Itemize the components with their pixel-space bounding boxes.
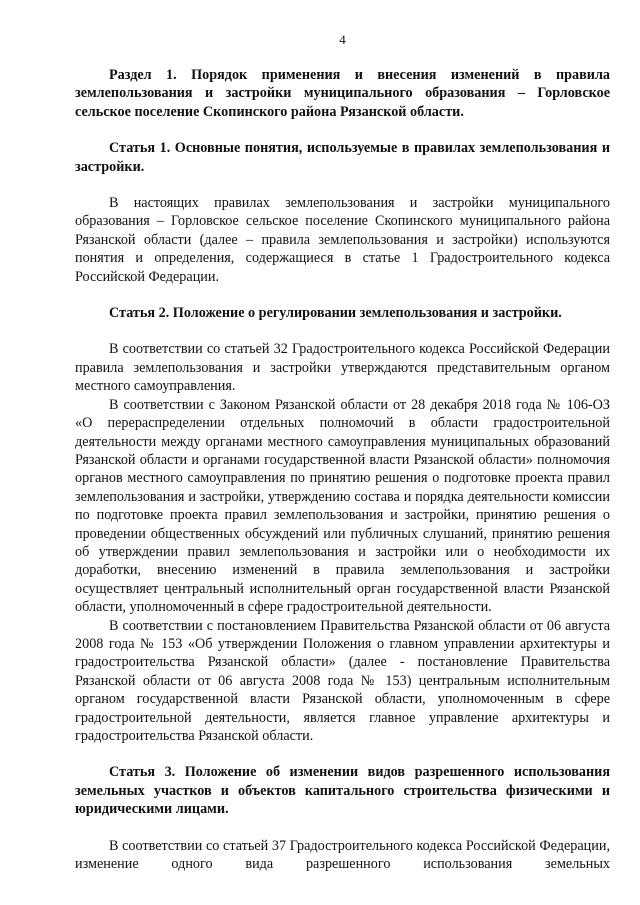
article-2-paragraph-1: В соответствии со статьей 32 Градостроительного кодекса Российской Федерации правила землепользования и застройки утверждаются представительным органом местного самоуправления.	[75, 341, 610, 395]
article-3-heading: Статья 3. Положение об изменении видов разрешенного использования земельных участков и объектов капитального строительства физическими и юридическими лицами.	[75, 764, 610, 818]
page-number: 4	[339, 32, 346, 47]
article-2-paragraph-3: В соответствии с постановлением Правительства Рязанской области от 06 августа 2008 года № 153 «Об утверждении Положения о главном управлении архитектуры и градостроительства Рязанской области» (далее - постановление Правительства Рязанской области от 06 августа 2008 года № 153) центральным исполнительным органом государственной власти Рязанской области, уполномоченным в сфере градостроительной деятельности, является главное управление архитектуры и градостроительства Рязанской области.	[75, 617, 610, 744]
article-3-paragraph-1: В соответствии со статьей 37 Градостроительного кодекса Российской Федерации, изменение одного вида разрешенного использования земельных	[75, 837, 610, 873]
section-1-heading: Раздел 1. Порядок применения и внесения изменений в правила землепользования и застройки муниципального образования – Горловское сельское поселение Скопинского района Рязанской области.	[75, 67, 610, 120]
document-page	[75, 32, 610, 873]
article-1-heading: Статья 1. Основные понятия, используемые в правилах землепользования и застройки.	[75, 140, 610, 175]
article-2-heading: Статья 2. Положение о регулировании землепользования и застройки.	[109, 305, 562, 322]
article-1-paragraph-1: В настоящих правилах землепользования и застройки муниципального образования – Горловское сельское поселение Скопинского муниципального района Рязанской области (далее – правила землепользования и застройки) используются понятия и определения, содержащиеся в статье 1 Градостроительного кодекса Российской Федерации.	[75, 195, 610, 285]
article-2-paragraph-2: В соответствии с Законом Рязанской области от 28 декабря 2018 года № 106-ОЗ «О перераспределении отдельных полномочий в области градостроительной деятельности между органами местного самоуправления муниципальных образований Рязанской области и органами государственной власти Рязанской области» полномочия органов местного самоуправления по принятию решения о подготовке проекта правил землепользования и застройки, утверждению состава и порядка деятельности комиссии по подготовке проекта правил землепользования и застройки, принятию решения о проведении общественных обсуждений или публичных слушаний, принятию решения об утверждении правил землепользования и застройки или о необходимости их доработки, внесению изменений в правила землепользования и застройки осуществляет центральный исполнительный орган государственной власти Рязанской области, уполномоченный в сфере градостроительной деятельности.	[75, 396, 610, 616]
